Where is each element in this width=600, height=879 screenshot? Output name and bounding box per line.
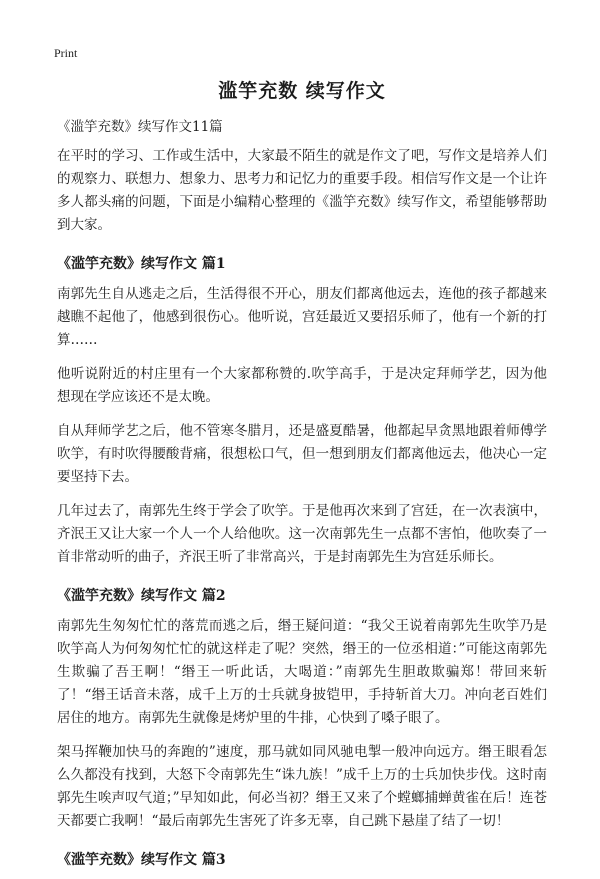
intro-paragraph: 在平时的学习、工作或生活中，大家最不陌生的就是作文了吧，写作文是培养人们的观察力、联想力、想象力、思考力和记忆力的重要手段。相信写作文是一个让许多人都头痛的问题，下面是小编精心整理的《滥竽充数》续写作文，希望能够帮助到大家。 [57,148,547,233]
section-1-paragraph-3: 自从拜师学艺之后，他不管寒冬腊月，还是盛夏酷暑，他都起早贪黑地跟着师傅学吹竽，有时吹得腰酸背痛，很想松口气，但一想到朋友们都离他远去，他决心一定要坚持下去。 [57,423,547,485]
section-heading-2: 《滥竽充数》续写作文 篇2 [57,588,226,604]
page-title: 滥竽充数 续写作文 [218,80,386,102]
article [57,76,547,879]
section-1-paragraph-1: 南郭先生自从逃走之后，生活得很不开心，朋友们都离他远去，连他的孩子都越来越瞧不起他了，他感到很伤心。他听说，宫廷最近又要招乐师了，他有一个新的打算…… [57,286,547,348]
section-1-paragraph-4: 几年过去了，南郭先生终于学会了吹竽。于是他再次来到了宫廷，在一次表演中，齐泯王又让大家一个人一个人给他吹。这一次南郭先生一点都不害怕，他吹奏了一首非常动听的曲子，齐泯王听了非常高兴，于是封南郭先生为宫廷乐师长。 [57,503,547,565]
section-2-paragraph-2: 架马挥鞭加快马的奔跑的”速度，那马就如同风驰电掣一般冲向远方。缗王眼看怎么久都没有找到，大怒下令南郭先生“诛九族！”成千上万的士兵加快步伐。这时南郭先生唉声叹气道；”早知如此，何必当初？缗王又来了个螳螂捕蝉黄雀在后！连苍天都要亡我啊！“最后南郭先生害死了许多无辜，自己跳下悬崖了结了一切！ [57,744,547,829]
section-heading-3: 《滥竽充数》续写作文 篇3 [57,852,226,868]
section-heading-1: 《滥竽充数》续写作文 篇1 [57,256,226,272]
section-1-paragraph-2: 他听说附近的村庄里有一个大家都称赞的.吹竽高手，于是决定拜师学艺，因为他想现在学应该还不是太晚。 [57,366,547,405]
print-link[interactable]: Print [54,46,78,60]
section-2-paragraph-1: 南郭先生匆匆忙忙的落荒而逃之后，缗王疑问道：“我父王说着南郭先生吹竽乃是吹竽高人为何匆匆忙忙的就这样走了呢？突然，缗王的一位丞相道：”可能这南郭先生欺骗了吾王啊！“缗王一听此话，大喝道：”南郭先生胆敢欺骗郑！带回来斩了！“缗王话音未落，成千上万的士兵就身披铠甲，手持斩首大刀。冲向老百姓们居住的地方。南郭先生就像是烤炉里的牛排，心快到了嗓子眼了。 [57,618,547,726]
article-subtitle: 《滥竽充数》续写作文11篇 [57,119,223,135]
